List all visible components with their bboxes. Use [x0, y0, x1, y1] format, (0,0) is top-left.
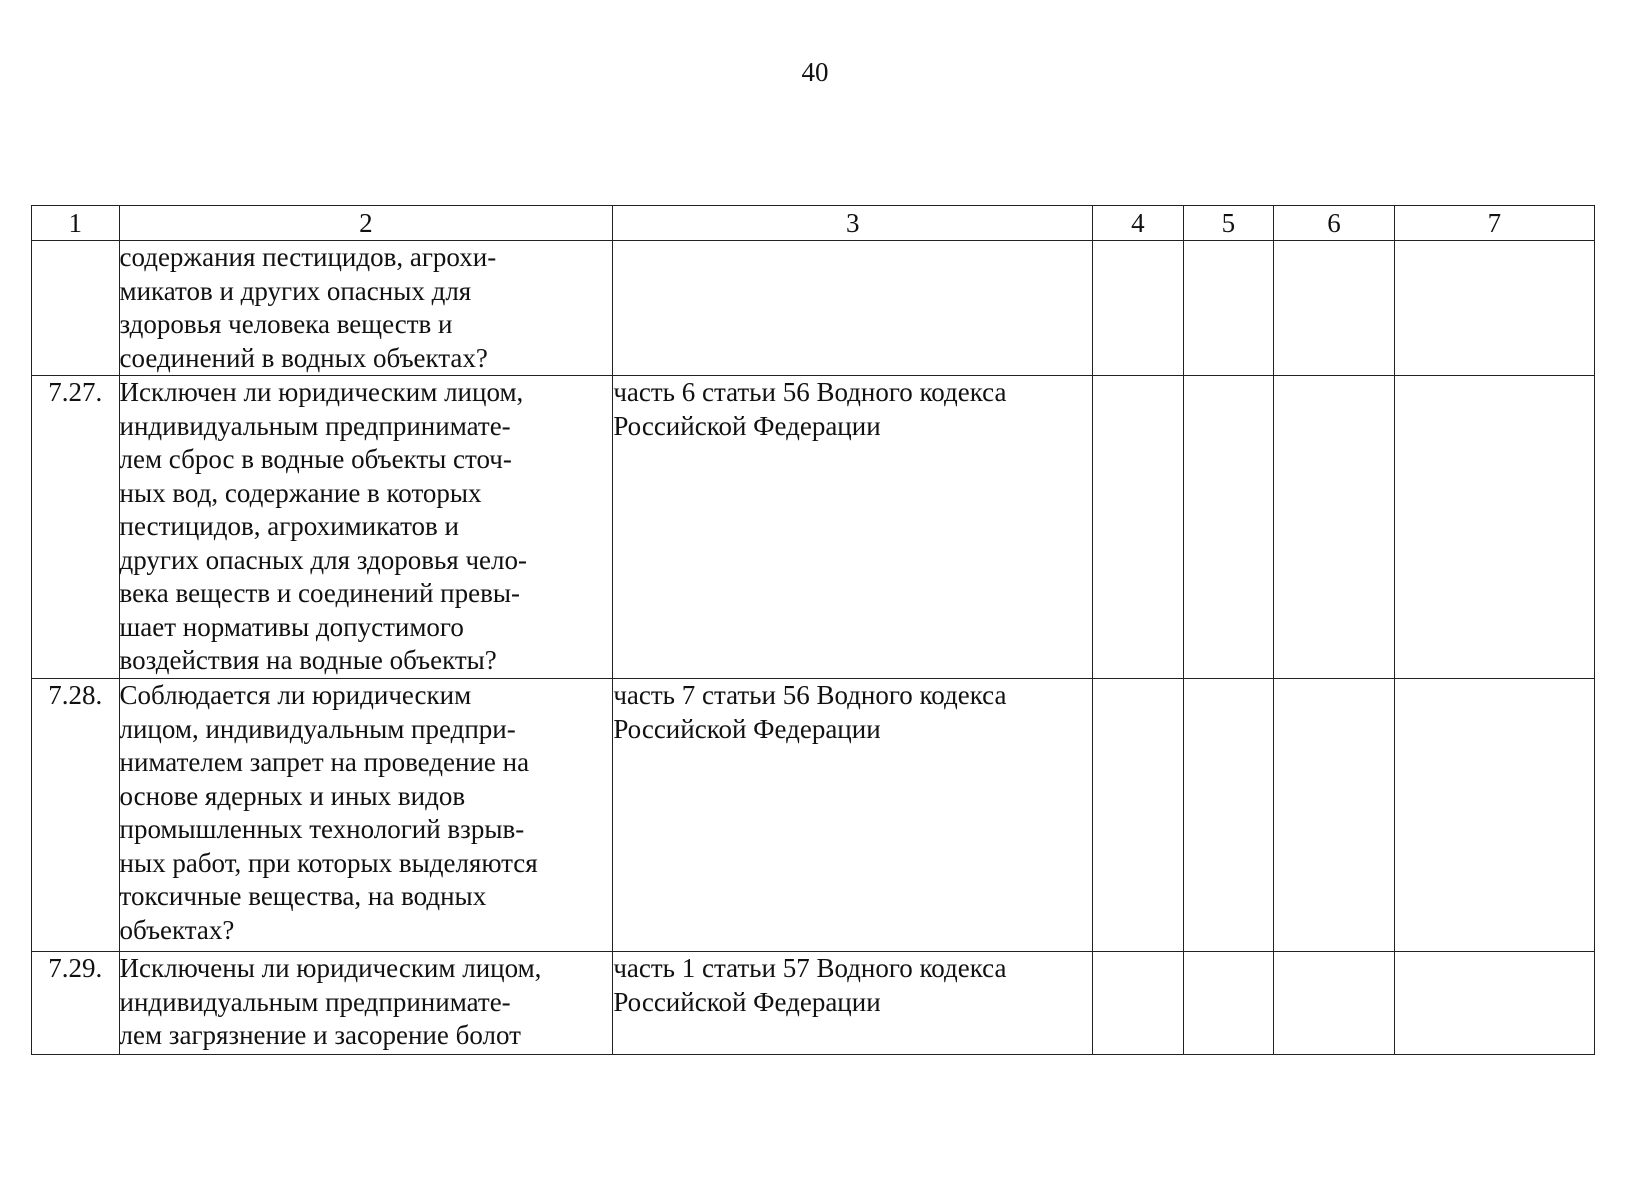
table-row [32, 376, 1595, 679]
question-text: содержания пестицидов, агрохи- микатов и других опасных для здоровья человека веществ и соединений в водных объектах? [119, 241, 613, 376]
row-number: 7.29. [32, 952, 120, 1055]
answer-cell-col4 [1093, 679, 1184, 952]
row-number: 7.27. [32, 376, 120, 679]
row-number: 7.28. [32, 679, 120, 952]
answer-cell-col4 [1093, 376, 1184, 679]
answer-cell-col7 [1394, 679, 1594, 952]
checklist-table [31, 205, 1595, 1055]
answer-cell-col6 [1274, 376, 1395, 679]
answer-cell-col6 [1274, 241, 1395, 376]
header-col-5: 5 [1183, 206, 1274, 241]
legal-reference: часть 6 статьи 56 Водного кодекса Российской Федерации [613, 376, 1093, 679]
header-col-6: 6 [1274, 206, 1395, 241]
page-number: 40 [801, 57, 829, 87]
answer-cell-col5 [1183, 952, 1274, 1055]
header-col-1: 1 [32, 206, 120, 241]
header-col-7: 7 [1394, 206, 1594, 241]
answer-cell-col4 [1093, 952, 1184, 1055]
header-col-2: 2 [119, 206, 613, 241]
answer-cell-col6 [1274, 679, 1395, 952]
question-text: Исключен ли юридическим лицом, индивидуальным предпринимате- лем сброс в водные объекты сточ- ных вод, содержание в которых пестицидов, агрохимикатов и других опасных для здоровья чело- века веществ и соединений превы- шает нормативы допустимого воздействия на водные объекты? [119, 376, 613, 679]
table-header-row [32, 206, 1595, 241]
answer-cell-col7 [1394, 376, 1594, 679]
answer-cell-col6 [1274, 952, 1395, 1055]
header-col-4: 4 [1093, 206, 1184, 241]
row-number [32, 241, 120, 376]
question-text: Соблюдается ли юридическим лицом, индивидуальным предпри- нимателем запрет на проведение на основе ядерных и иных видов промышленных технологий взрыв- ных работ, при которых выделяются токсичные вещества, на водных объектах? [119, 679, 613, 952]
legal-reference: часть 7 статьи 56 Водного кодекса Российской Федерации [613, 679, 1093, 952]
header-col-3: 3 [613, 206, 1093, 241]
question-text: Исключены ли юридическим лицом, индивидуальным предпринимате- лем загрязнение и засорение болот [119, 952, 613, 1055]
answer-cell-col7 [1394, 952, 1594, 1055]
answer-cell-col4 [1093, 241, 1184, 376]
answer-cell-col5 [1183, 241, 1274, 376]
table-row [32, 952, 1595, 1055]
table-row [32, 241, 1595, 376]
answer-cell-col5 [1183, 376, 1274, 679]
legal-reference [613, 241, 1093, 376]
answer-cell-col5 [1183, 679, 1274, 952]
answer-cell-col7 [1394, 241, 1594, 376]
legal-reference: часть 1 статьи 57 Водного кодекса Российской Федерации [613, 952, 1093, 1055]
table-row [32, 679, 1595, 952]
